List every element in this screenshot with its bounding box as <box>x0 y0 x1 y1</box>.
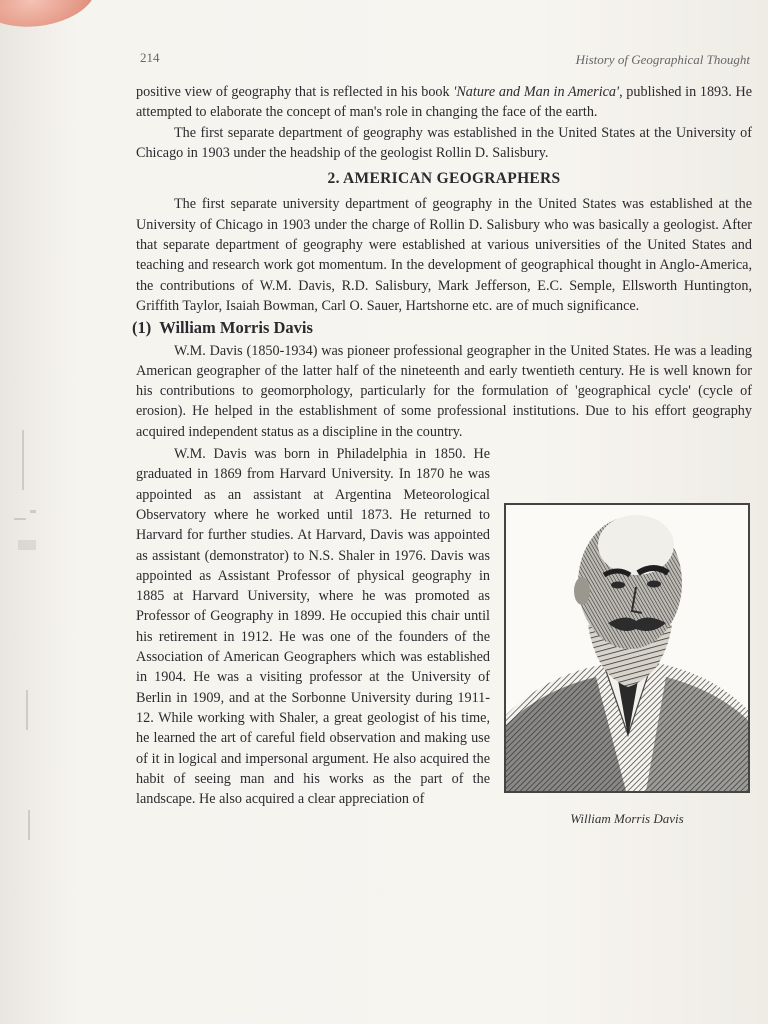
paragraph-1: positive view of geography that is reflected in his book 'Nature and Man in America', published in 1893. He attempted to elaborate the concept of man's role in changing the face of the earth. <box>136 84 752 121</box>
paragraph-5: W.M. Davis was born in Philadelphia in 1850. He graduated in 1869 from Harvard University. In 1870 he was appointed as an assistant at Argentina Meteorological Observatory where he worked until 1873. He returned to Harvard for further studies. At Harvard, Davis was appointed as assistant (demonstrator) to N.S. Shaler in 1976. Davis was appointed as Assistant Professor of physical geography in 1885 at Harvard University, where he was promoted as Professor of Geography in 1899. He occupied this chair until his retirement in 1912. He was one of the founders of the Association of American Geographers which was established in 1904. He was a visiting professor at the University of Berlin in 1909, and at the Sorbonne University during 1911-12. While working with Shaler, a great geologist of his time, he learned the art of careful field observation and making use of it in logical and impersonal argument. He also acquired the habit of seeing man and his works as the part of the landscape. He also acquired a clear appreciation of <box>136 446 490 808</box>
book-title: 'Nature and Man in America' <box>453 84 620 100</box>
paragraph-3: The first separate university department of geography in the United States was established at the University of Chicago in 1903 under the charge of Rollin D. Salisbury who was basically a geologist. After that separate department of geography were established at various universities of the United States and teaching and research work got momentum. In the development of geographical thought in Anglo-America, the contributions of W.M. Davis, R.D. Salisbury, Mark Jefferson, E.C. Semple, Ellsworth Huntington, Griffith Taylor, Isaiah Bowman, Carl O. Sauer, Hartshorne etc. are of much significance. <box>136 196 752 314</box>
thumb-finger <box>0 0 100 34</box>
subsection-number: (1) <box>132 318 152 338</box>
subsection-heading <box>132 318 752 338</box>
running-title: History of Geographical Thought <box>575 52 750 67</box>
section-heading: 2. AMERICAN GEOGRAPHERS <box>327 170 561 188</box>
term-geographical-cycle: 'geographical cycle' <box>575 383 691 400</box>
paragraph-2: The first separate department of geography was established in the United States at the University of Chicago in 1903 under the headship of the geologist Rollin D. Salisbury. <box>136 124 752 161</box>
page-header <box>140 50 750 72</box>
paragraph-5-block <box>136 444 752 833</box>
margin-marks <box>8 430 48 850</box>
page-number: 214 <box>140 50 160 65</box>
subsection-title: William Morris Davis <box>159 318 313 338</box>
figure-caption: William Morris Davis <box>570 811 684 826</box>
paragraph-4-lead: W.M. Davis (1850-1934) was pioneer professional geographer in the United States. He was a leading American geographer of the latter half of the nineteenth and early twentieth century. He is well known for his contributions to geomorphology, particularly for the formulation of 'geographical cycle' (cycle of erosion). He helped in the establishment of some professional institutions. Due to his effort geography acquired independent status as a discipline in the country. <box>136 341 752 442</box>
figure-float-spacer <box>490 444 752 833</box>
